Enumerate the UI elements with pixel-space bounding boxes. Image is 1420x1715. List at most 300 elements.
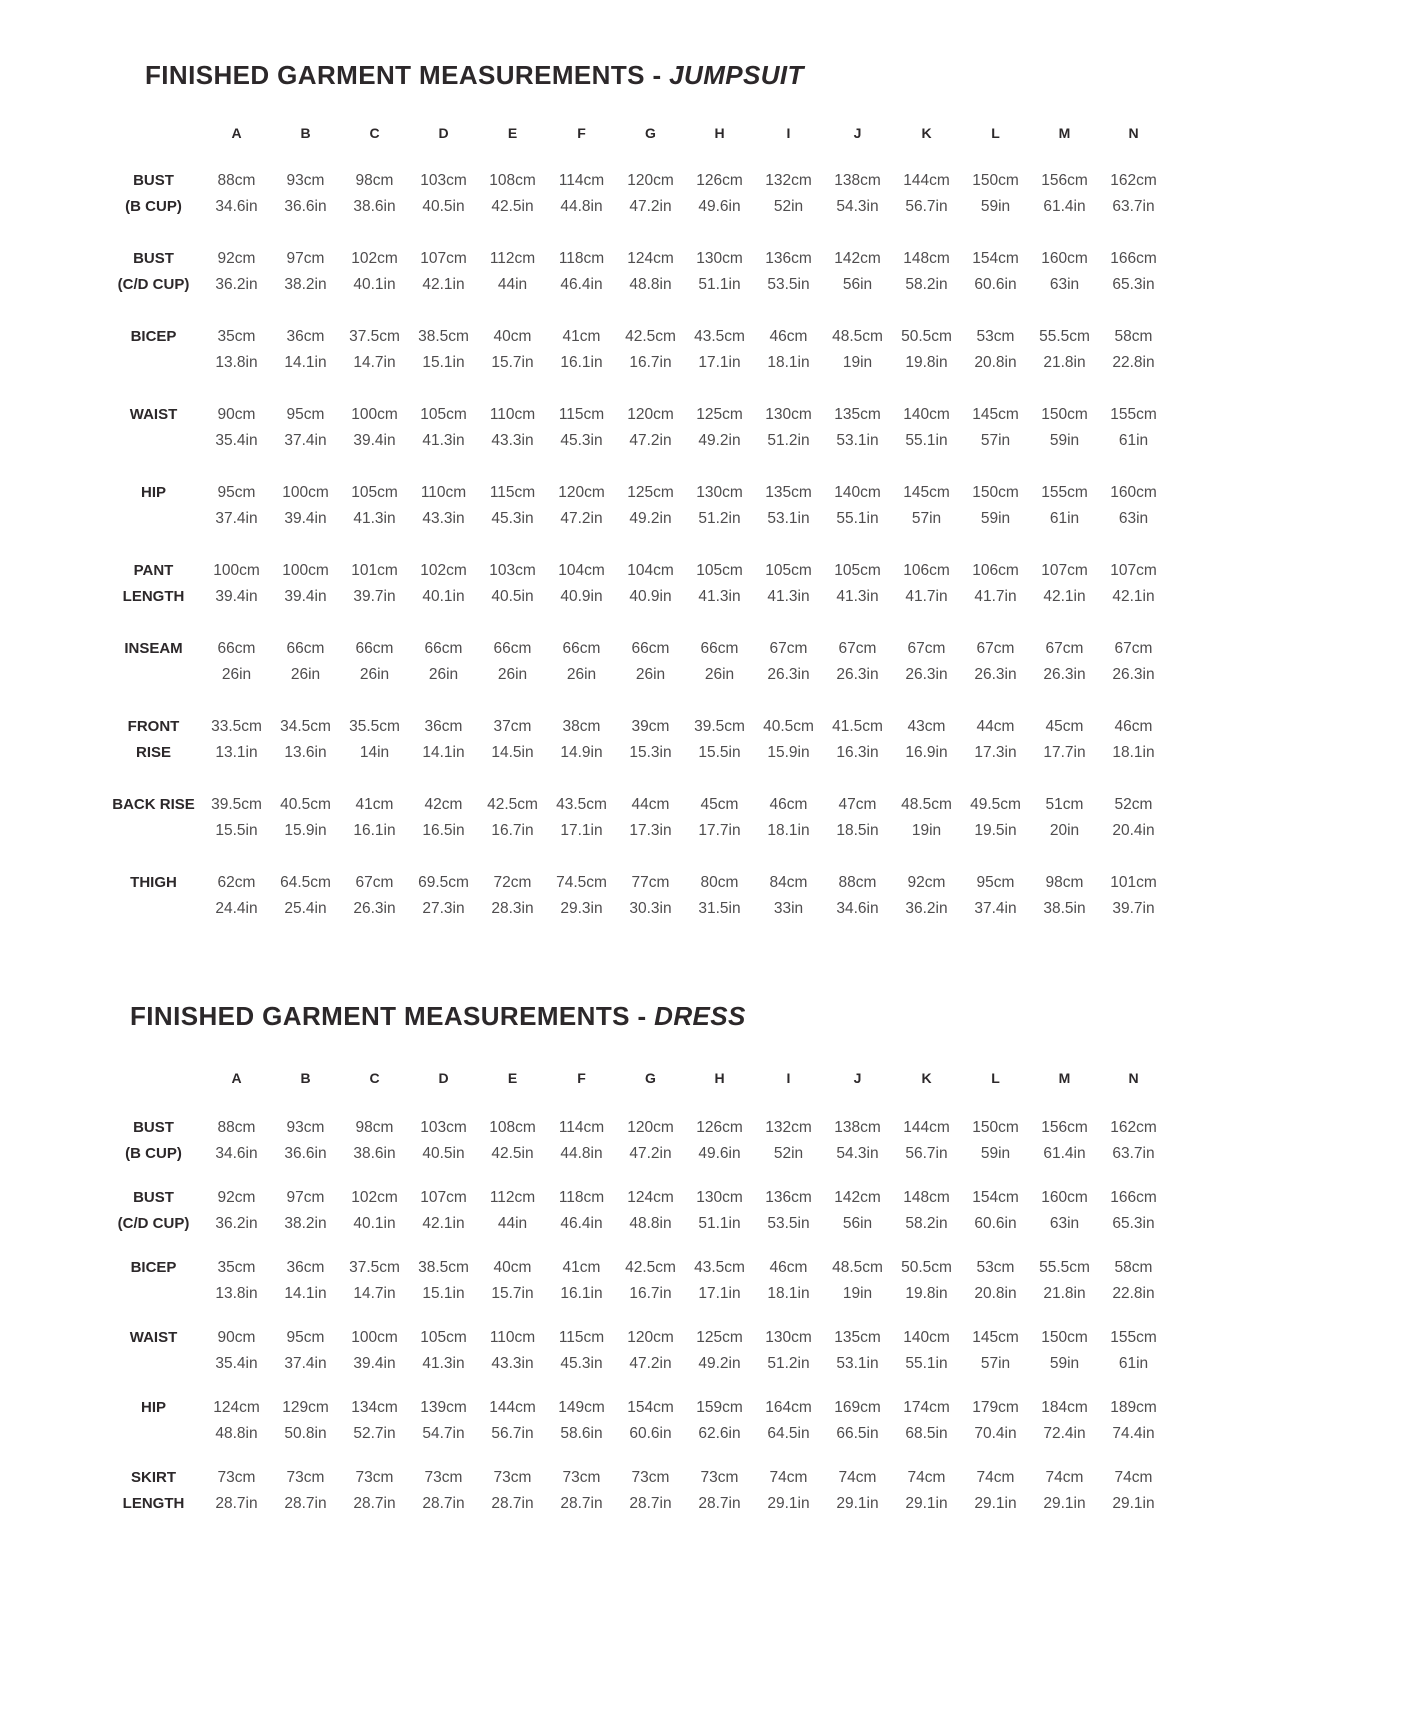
measurement-cm: 95cm	[286, 406, 325, 423]
measurement-cm: 150cm	[1041, 406, 1088, 423]
row-label-line: HIP	[140, 1399, 166, 1416]
measurement-in: 59in	[980, 1144, 1011, 1162]
measurement-in: 42.1in	[1112, 587, 1155, 605]
row-label	[105, 168, 202, 219]
measurement-cm: 145cm	[972, 406, 1019, 423]
measurement-cm: 135cm	[834, 1329, 881, 1346]
measurement-cell	[823, 1185, 892, 1236]
measurement-in: 26in	[635, 665, 666, 683]
measurement-in: 19in	[842, 353, 873, 371]
measurement-in: 34.6in	[836, 899, 879, 917]
measurement-cm: 138cm	[834, 172, 881, 189]
measurement-cell	[892, 792, 961, 843]
measurement-cell	[202, 636, 271, 687]
measurement-in: 45.3in	[560, 431, 603, 449]
measurement-cm: 102cm	[351, 250, 398, 267]
measurement-in: 29.1in	[836, 1494, 879, 1512]
measurement-cell	[616, 1185, 685, 1236]
measurement-cm: 106cm	[972, 562, 1019, 579]
measurement-cm: 74.5cm	[556, 874, 607, 891]
measurement-in: 41.3in	[767, 587, 810, 605]
measurement-cm: 88cm	[838, 874, 877, 891]
row-label-line: WAIST	[129, 1329, 178, 1346]
measurement-cell	[616, 792, 685, 843]
measurement-in: 42.5in	[491, 1144, 534, 1162]
measurement-cm: 135cm	[834, 406, 881, 423]
dress-measurement-grid	[105, 1066, 1420, 1516]
measurement-cell	[1099, 714, 1168, 765]
measurement-cell	[961, 480, 1030, 531]
measurement-cell	[478, 1185, 547, 1236]
measurement-cell	[547, 1395, 616, 1446]
measurement-cm: 120cm	[627, 1329, 674, 1346]
measurement-cell	[685, 1325, 754, 1376]
measurement-in: 26.3in	[905, 665, 948, 683]
measurement-cell	[1030, 1465, 1099, 1516]
measurement-cell	[202, 1465, 271, 1516]
measurement-in: 16.7in	[629, 1284, 672, 1302]
measurement-in: 36.6in	[284, 197, 327, 215]
measurement-cm: 95cm	[217, 484, 256, 501]
measurement-cell	[823, 1255, 892, 1306]
row-label-line: LENGTH	[122, 1494, 185, 1512]
measurement-in: 59in	[1049, 1354, 1080, 1372]
measurement-in: 47.2in	[629, 1354, 672, 1372]
measurement-cell	[823, 168, 892, 219]
measurement-cm: 118cm	[558, 250, 605, 267]
measurement-cm: 36cm	[286, 1259, 325, 1276]
measurement-cm: 95cm	[976, 874, 1015, 891]
measurement-in: 14.7in	[353, 353, 396, 371]
measurement-cell	[754, 168, 823, 219]
measurement-cm: 104cm	[627, 562, 674, 579]
measurement-in: 40.5in	[422, 197, 465, 215]
measurement-cm: 40cm	[493, 1259, 532, 1276]
measurement-cm: 37cm	[493, 718, 532, 735]
measurement-in: 36.2in	[215, 1214, 258, 1232]
measurement-in: 17.1in	[698, 1284, 741, 1302]
measurement-cm: 73cm	[631, 1469, 670, 1486]
measurement-in: 15.7in	[491, 1284, 534, 1302]
dress-row-waist	[105, 1325, 1420, 1376]
measurement-cell	[1030, 1185, 1099, 1236]
row-label	[105, 1325, 202, 1351]
measurement-cell	[961, 870, 1030, 921]
measurement-cell	[961, 636, 1030, 687]
column-header-m: M	[1058, 125, 1071, 141]
measurement-cm: 33.5cm	[211, 718, 262, 735]
measurement-in: 19.8in	[905, 1284, 948, 1302]
measurement-in: 29.1in	[1043, 1494, 1086, 1512]
measurement-in: 17.1in	[698, 353, 741, 371]
measurement-in: 16.9in	[905, 743, 948, 761]
measurement-cell	[547, 1255, 616, 1306]
measurement-cell	[202, 1395, 271, 1446]
measurement-cm: 41cm	[562, 1259, 601, 1276]
measurement-in: 15.1in	[422, 353, 465, 371]
measurement-in: 29.1in	[767, 1494, 810, 1512]
measurement-cell	[754, 558, 823, 609]
row-label-line: BACK RISE	[112, 796, 195, 813]
measurement-cell	[409, 1185, 478, 1236]
measurement-cm: 38.5cm	[418, 328, 469, 345]
measurement-cell	[616, 558, 685, 609]
measurement-cell	[340, 1115, 409, 1166]
row-label-line: BUST	[133, 172, 174, 189]
measurement-cell	[340, 714, 409, 765]
measurement-in: 61in	[1118, 1354, 1149, 1372]
measurement-in: 20.8in	[974, 353, 1017, 371]
measurement-cell	[1030, 792, 1099, 843]
measurement-cm: 44cm	[976, 718, 1015, 735]
measurement-cell	[685, 1185, 754, 1236]
measurement-cell	[616, 480, 685, 531]
measurement-cm: 45cm	[700, 796, 739, 813]
measurement-cm: 43.5cm	[694, 1259, 745, 1276]
measurement-cell	[202, 1325, 271, 1376]
measurement-in: 16.3in	[836, 743, 879, 761]
measurement-cell	[685, 1395, 754, 1446]
measurement-cell	[1030, 1115, 1099, 1166]
measurement-in: 58.2in	[905, 1214, 948, 1232]
measurement-in: 14.7in	[353, 1284, 396, 1302]
measurement-cm: 35cm	[217, 328, 256, 345]
measurement-cm: 80cm	[700, 874, 739, 891]
measurement-cell	[823, 1465, 892, 1516]
measurement-in: 14.1in	[422, 743, 465, 761]
measurement-cell	[616, 1465, 685, 1516]
measurement-cell	[1099, 1325, 1168, 1376]
measurement-cell	[892, 1325, 961, 1376]
measurement-cm: 150cm	[972, 484, 1019, 501]
measurement-cm: 174cm	[903, 1399, 950, 1416]
measurement-in: 43.3in	[491, 431, 534, 449]
measurement-in: 40.1in	[422, 587, 465, 605]
measurement-in: 29.1in	[905, 1494, 948, 1512]
measurement-cm: 105cm	[765, 562, 812, 579]
measurement-in: 36.2in	[215, 275, 258, 293]
measurement-cell	[754, 1115, 823, 1166]
measurement-in: 42.1in	[422, 275, 465, 293]
measurement-cell	[892, 1395, 961, 1446]
measurement-cm: 74cm	[976, 1469, 1015, 1486]
measurement-cm: 53cm	[976, 1259, 1015, 1276]
row-label-line: INSEAM	[124, 640, 183, 657]
column-header-g: G	[645, 125, 656, 141]
measurement-cm: 105cm	[420, 1329, 467, 1346]
measurement-cm: 66cm	[355, 640, 394, 657]
measurement-in: 55.1in	[905, 431, 948, 449]
measurement-cell	[547, 870, 616, 921]
measurement-in: 15.7in	[491, 353, 534, 371]
measurement-cm: 105cm	[420, 406, 467, 423]
measurement-cm: 74cm	[907, 1469, 946, 1486]
measurement-in: 28.7in	[284, 1494, 327, 1512]
measurement-in: 51.2in	[698, 509, 741, 527]
column-header-b: B	[300, 1070, 311, 1086]
measurement-cell	[1099, 1255, 1168, 1306]
measurement-cm: 36cm	[424, 718, 463, 735]
measurement-cell	[892, 1185, 961, 1236]
measurement-cm: 58cm	[1114, 1259, 1153, 1276]
measurement-cell	[478, 1325, 547, 1376]
measurement-cm: 125cm	[696, 1329, 743, 1346]
measurement-in: 61.4in	[1043, 1144, 1086, 1162]
measurement-cm: 52cm	[1114, 796, 1153, 813]
measurement-in: 39.4in	[284, 509, 327, 527]
measurement-in: 44in	[497, 1214, 528, 1232]
measurement-in: 63in	[1118, 509, 1149, 527]
measurement-cm: 66cm	[493, 640, 532, 657]
measurement-cm: 166cm	[1110, 1189, 1157, 1206]
measurement-cell	[754, 480, 823, 531]
measurement-cell	[892, 558, 961, 609]
measurement-cell	[547, 558, 616, 609]
measurement-cell	[1030, 402, 1099, 453]
measurement-cm: 90cm	[217, 1329, 256, 1346]
measurement-in: 53.5in	[767, 1214, 810, 1232]
measurement-cell	[616, 636, 685, 687]
row-label	[105, 714, 202, 765]
measurement-in: 14.9in	[560, 743, 603, 761]
measurement-cell	[1030, 1325, 1099, 1376]
measurement-cm: 120cm	[627, 172, 674, 189]
measurement-in: 61in	[1049, 509, 1080, 527]
measurement-cell	[961, 1115, 1030, 1166]
measurement-cell	[823, 324, 892, 375]
measurement-in: 55.1in	[836, 509, 879, 527]
measurement-cm: 66cm	[286, 640, 325, 657]
measurement-cell	[685, 870, 754, 921]
measurement-cm: 66cm	[700, 640, 739, 657]
measurement-cm: 37.5cm	[349, 1259, 400, 1276]
measurement-cell	[478, 636, 547, 687]
jumpsuit-measurement-grid	[105, 121, 1420, 921]
measurement-cell	[961, 792, 1030, 843]
dress-row-hip	[105, 1395, 1420, 1446]
measurement-in: 48.8in	[215, 1424, 258, 1442]
measurement-in: 24.4in	[215, 899, 258, 917]
measurement-cell	[1030, 168, 1099, 219]
measurement-cm: 46cm	[769, 796, 808, 813]
measurement-in: 13.1in	[215, 743, 258, 761]
measurement-in: 47.2in	[560, 509, 603, 527]
measurement-cell	[340, 402, 409, 453]
row-label	[105, 792, 202, 818]
measurement-cell	[754, 636, 823, 687]
measurement-cell	[409, 1115, 478, 1166]
measurement-in: 17.7in	[1043, 743, 1086, 761]
measurement-cm: 98cm	[1045, 874, 1084, 891]
measurement-cell	[340, 1325, 409, 1376]
measurement-cell	[754, 1185, 823, 1236]
measurement-in: 39.4in	[353, 431, 396, 449]
row-label-line: (C/D CUP)	[117, 275, 190, 293]
measurement-cell	[754, 1395, 823, 1446]
measurement-in: 31.5in	[698, 899, 741, 917]
measurement-in: 39.4in	[284, 587, 327, 605]
jumpsuit-title	[145, 60, 1420, 91]
row-label-line: THIGH	[130, 874, 177, 891]
measurement-in: 38.6in	[353, 1144, 396, 1162]
measurement-cm: 100cm	[213, 562, 260, 579]
measurement-cm: 35cm	[217, 1259, 256, 1276]
measurement-cm: 154cm	[972, 1189, 1019, 1206]
jumpsuit-row-hip	[105, 480, 1420, 531]
row-label-line: HIP	[140, 484, 166, 501]
measurement-in: 15.9in	[767, 743, 810, 761]
measurement-cell	[1099, 402, 1168, 453]
measurement-in: 14.1in	[284, 1284, 327, 1302]
measurement-cell	[271, 1255, 340, 1306]
measurement-in: 28.7in	[560, 1494, 603, 1512]
measurement-in: 55.1in	[905, 1354, 948, 1372]
measurement-cm: 58cm	[1114, 328, 1153, 345]
measurement-cm: 88cm	[217, 172, 256, 189]
measurement-cm: 120cm	[627, 406, 674, 423]
measurement-in: 56.7in	[491, 1424, 534, 1442]
measurement-in: 42.1in	[1043, 587, 1086, 605]
measurement-cell	[478, 792, 547, 843]
measurement-in: 28.3in	[491, 899, 534, 917]
measurement-cell	[685, 1255, 754, 1306]
column-header-e: E	[507, 1070, 518, 1086]
measurement-cell	[547, 792, 616, 843]
measurement-cm: 160cm	[1110, 484, 1157, 501]
measurement-in: 39.4in	[353, 1354, 396, 1372]
measurement-cm: 55.5cm	[1039, 1259, 1090, 1276]
measurement-cell	[202, 1115, 271, 1166]
measurement-cell	[202, 870, 271, 921]
measurement-in: 62.6in	[698, 1424, 741, 1442]
measurement-cell	[754, 324, 823, 375]
column-header-j: J	[853, 1070, 862, 1086]
measurement-cell	[478, 1115, 547, 1166]
measurement-cell	[547, 1115, 616, 1166]
measurement-in: 35.4in	[215, 1354, 258, 1372]
measurement-cm: 67cm	[1045, 640, 1084, 657]
measurement-cm: 43.5cm	[556, 796, 607, 813]
measurement-cm: 164cm	[765, 1399, 812, 1416]
measurement-cell	[271, 1185, 340, 1236]
measurement-cell	[961, 402, 1030, 453]
measurement-cm: 101cm	[351, 562, 398, 579]
measurement-in: 26.3in	[1112, 665, 1155, 683]
measurement-cm: 38cm	[562, 718, 601, 735]
measurement-cm: 103cm	[489, 562, 536, 579]
measurement-in: 20.4in	[1112, 821, 1155, 839]
measurement-cm: 73cm	[562, 1469, 601, 1486]
measurement-cm: 97cm	[286, 250, 325, 267]
measurement-cm: 72cm	[493, 874, 532, 891]
measurement-cm: 74cm	[1045, 1469, 1084, 1486]
measurement-cell	[340, 1465, 409, 1516]
row-label-line: PANT	[133, 562, 174, 579]
measurement-cell	[685, 636, 754, 687]
measurement-in: 37.4in	[215, 509, 258, 527]
measurement-cm: 139cm	[420, 1399, 467, 1416]
column-header-e: E	[507, 125, 518, 141]
measurement-in: 38.2in	[284, 1214, 327, 1232]
measurement-in: 29.3in	[560, 899, 603, 917]
jumpsuit-row-waist	[105, 402, 1420, 453]
measurement-cm: 40.5cm	[763, 718, 814, 735]
measurement-cell	[409, 1395, 478, 1446]
measurement-cm: 115cm	[558, 406, 605, 423]
measurement-cm: 102cm	[351, 1189, 398, 1206]
measurement-in: 18.1in	[767, 353, 810, 371]
measurement-cm: 39cm	[631, 718, 670, 735]
measurement-cm: 73cm	[493, 1469, 532, 1486]
measurement-cell	[685, 558, 754, 609]
measurement-cell	[1099, 870, 1168, 921]
measurement-cell	[1030, 558, 1099, 609]
measurement-in: 56.7in	[905, 197, 948, 215]
row-label-line: WAIST	[129, 406, 178, 423]
measurement-cell	[754, 1325, 823, 1376]
column-header-n: N	[1128, 1070, 1139, 1086]
measurement-cell	[961, 1465, 1030, 1516]
measurement-cm: 156cm	[1041, 1119, 1088, 1136]
measurement-cm: 124cm	[627, 1189, 674, 1206]
measurement-cell	[340, 1255, 409, 1306]
measurement-in: 40.9in	[629, 587, 672, 605]
measurement-in: 15.9in	[284, 821, 327, 839]
measurement-cell	[1099, 246, 1168, 297]
dress-title	[130, 1001, 1420, 1032]
measurement-in: 54.3in	[836, 1144, 879, 1162]
measurement-cm: 120cm	[558, 484, 605, 501]
measurement-cm: 46cm	[769, 1259, 808, 1276]
row-label-line: BUST	[133, 1189, 174, 1206]
measurement-cell	[547, 402, 616, 453]
measurement-cell	[892, 714, 961, 765]
measurement-cm: 41cm	[355, 796, 394, 813]
measurement-cm: 53cm	[976, 328, 1015, 345]
measurement-cm: 150cm	[972, 1119, 1019, 1136]
measurement-cell	[271, 792, 340, 843]
measurement-cell	[616, 870, 685, 921]
measurement-cm: 66cm	[217, 640, 256, 657]
measurement-cm: 77cm	[631, 874, 670, 891]
measurement-in: 51.2in	[767, 1354, 810, 1372]
measurement-cell	[823, 558, 892, 609]
measurement-cell	[271, 870, 340, 921]
measurement-in: 40.5in	[422, 1144, 465, 1162]
measurement-cm: 73cm	[700, 1469, 739, 1486]
measurement-in: 28.7in	[422, 1494, 465, 1512]
column-header-f: F	[577, 125, 586, 141]
measurement-cell	[1099, 1185, 1168, 1236]
measurement-cell	[823, 1395, 892, 1446]
measurement-cell	[961, 1325, 1030, 1376]
measurement-in: 26in	[290, 665, 321, 683]
dress-row-bicep	[105, 1255, 1420, 1306]
measurement-cm: 39.5cm	[211, 796, 262, 813]
measurement-cell	[616, 168, 685, 219]
measurement-cell	[340, 246, 409, 297]
measurement-cell	[892, 1115, 961, 1166]
measurement-cell	[685, 792, 754, 843]
measurement-cm: 64.5cm	[280, 874, 331, 891]
measurement-cm: 162cm	[1110, 1119, 1157, 1136]
measurement-in: 16.7in	[491, 821, 534, 839]
row-label-line: (B CUP)	[125, 197, 182, 215]
measurement-in: 59in	[1049, 431, 1080, 449]
row-label-line: BUST	[133, 1119, 174, 1136]
measurement-cm: 155cm	[1110, 406, 1157, 423]
measurement-cell	[823, 870, 892, 921]
